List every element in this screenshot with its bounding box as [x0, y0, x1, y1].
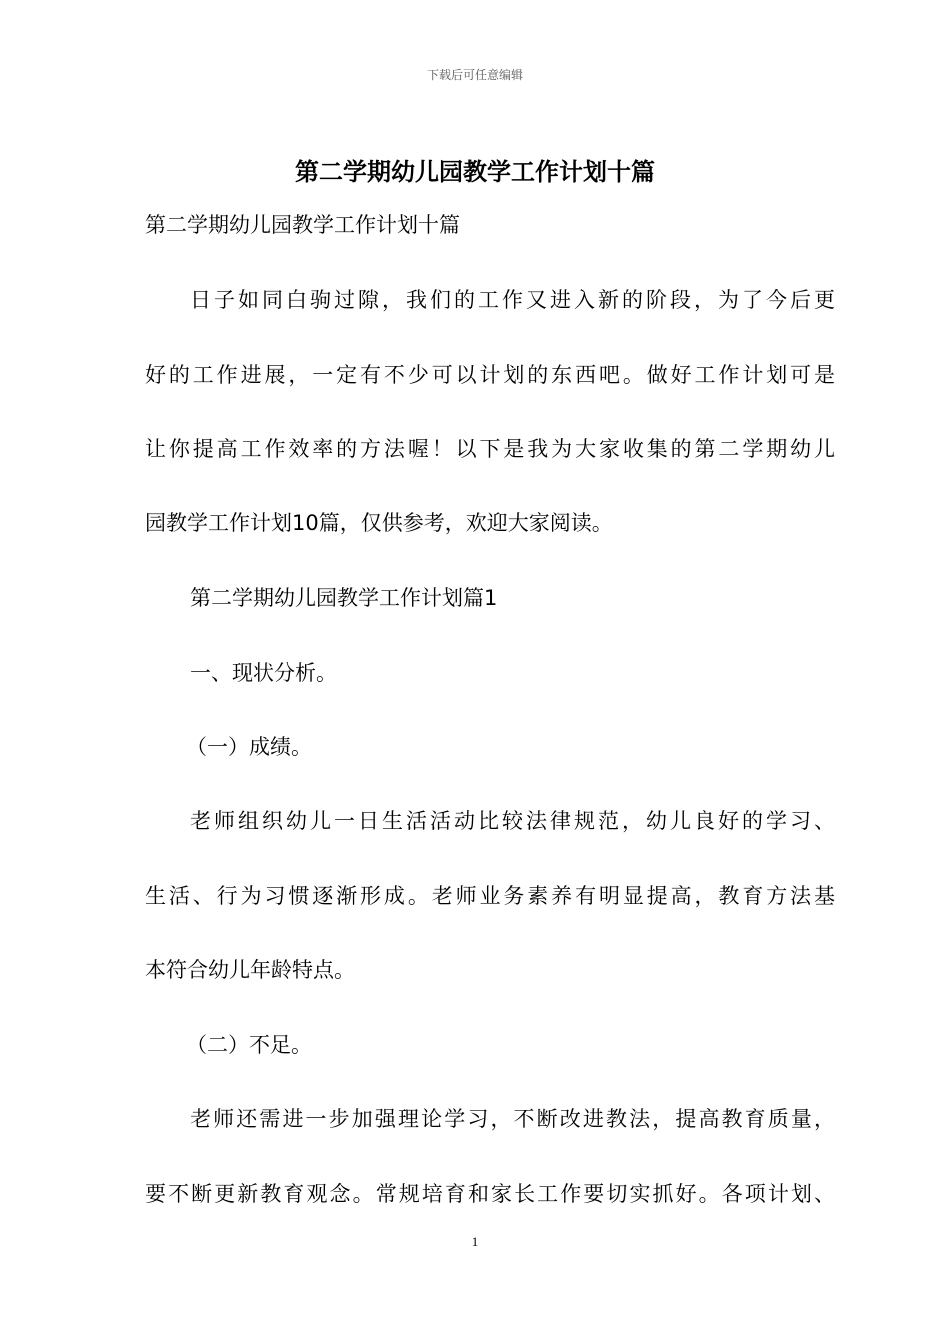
paragraph-line: 好的工作进展，一定有不少可以计划的东西吧。做好工作计划可是: [145, 363, 835, 387]
paragraph-line: 让你提高工作效率的方法喔！以下是我为大家收集的第二学期幼儿: [145, 437, 835, 461]
paragraph-line: 日子如同白驹过隙，我们的工作又进入新的阶段，为了今后更: [190, 288, 835, 312]
paragraph-line: 本符合幼儿年龄特点。: [145, 958, 355, 982]
paragraph-line: 生活、行为习惯逐渐形成。老师业务素养有明显提高，教育方法基: [145, 884, 835, 908]
paragraph-line: 老师组织幼儿一日生活活动比较法律规范，幼儿良好的学习、: [190, 809, 835, 833]
paragraph-line: 老师还需进一步加强理论学习，不断改进教法，提高教育质量，: [190, 1107, 835, 1131]
document-title: 第二学期幼儿园教学工作计划十篇: [295, 158, 655, 186]
paragraph-line: 要不断更新教育观念。常规培育和家长工作要切实抓好。各项计划、: [145, 1182, 835, 1206]
section-heading: 第二学期幼儿园教学工作计划篇1: [190, 586, 498, 610]
subtitle-line: 第二学期幼儿园教学工作计划十篇: [145, 213, 460, 237]
subsection-heading: （一）成绩。: [186, 735, 312, 759]
page-number: 1: [471, 1234, 479, 1249]
subsection-heading: （二）不足。: [186, 1033, 312, 1057]
page-header: 下载后可任意编辑: [426, 68, 523, 82]
section-heading: 一、现状分析。: [190, 661, 337, 685]
paragraph-line: 园教学工作计划10篇，仅供参考，欢迎大家阅读。: [145, 511, 613, 535]
